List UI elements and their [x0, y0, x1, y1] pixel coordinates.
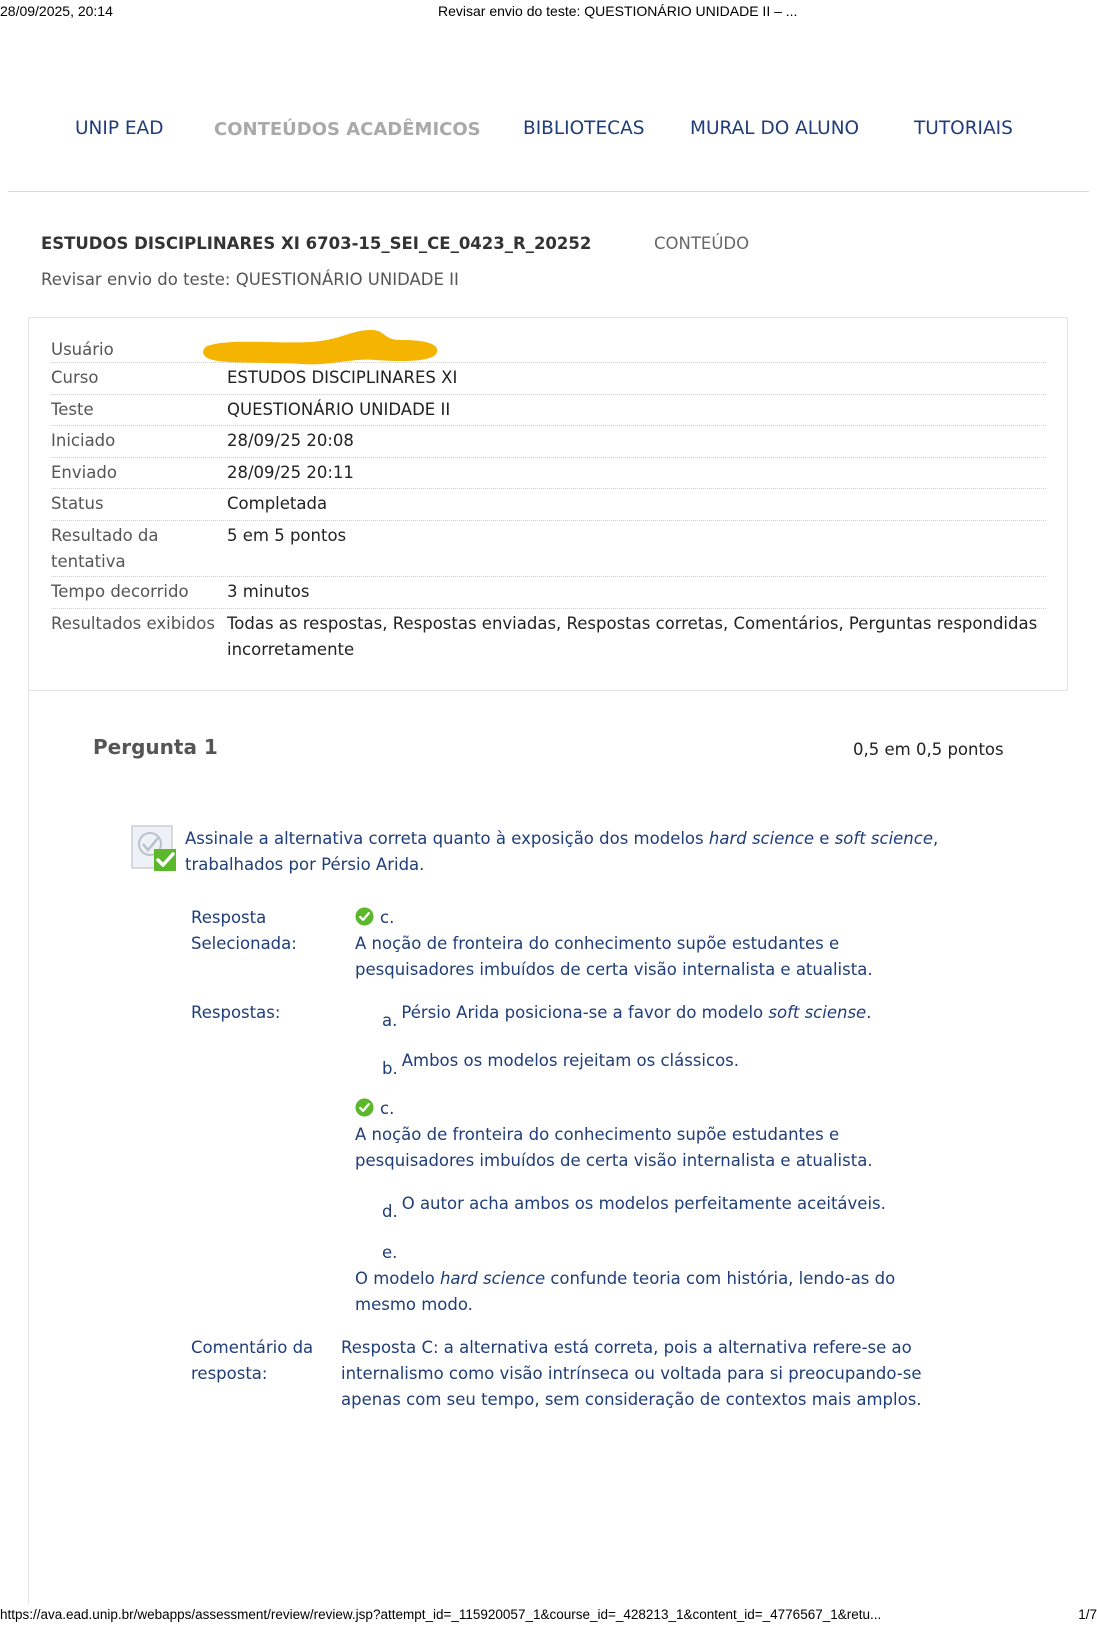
- summary-value: 3 minutos: [227, 582, 310, 601]
- selected-answer: c. A noção de fronteira do conhecimento supõe estudantes e pesquisadores imbuídos de certa visão internalista e atualista.: [355, 908, 873, 979]
- answer-option-b: b. Ambos os modelos rejeitam os clássicos.: [382, 1051, 740, 1078]
- answer-option-d: d. O autor acha ambos os modelos perfeitamente aceitáveis.: [382, 1194, 886, 1221]
- course-title[interactable]: ESTUDOS DISCIPLINARES XI 6703-15_SEI_CE_0423_R_20252: [41, 234, 592, 253]
- summary-value: Todas as respostas, Respostas enviadas, Respostas corretas, Comentários, Perguntas respondidas incorretamente: [227, 614, 1038, 659]
- attempt-summary: [28, 317, 1068, 691]
- summary-value: Completada: [227, 494, 328, 513]
- summary-label: Status: [51, 494, 104, 513]
- content-border: [28, 691, 29, 1603]
- summary-row-status: [51, 488, 1046, 521]
- summary-row-enviado: [51, 457, 1046, 489]
- answers-label: Respostas:: [191, 1003, 281, 1022]
- print-page-title: Revisar envio do teste: QUESTIONÁRIO UNIDADE II – ...: [438, 3, 798, 19]
- answer-option-a: a. Pérsio Arida posiciona-se a favor do modelo soft sciense.: [382, 1003, 872, 1030]
- nav-tutoriais[interactable]: TUTORIAIS: [914, 118, 1013, 139]
- summary-value: 5 em 5 pontos: [227, 526, 347, 545]
- nav-conteudos-academicos[interactable]: CONTEÚDOS ACADÊMICOS: [214, 119, 481, 140]
- top-navigation: [0, 118, 1097, 148]
- selected-answer-text: A noção de fronteira do conhecimento supõe estudantes e pesquisadores imbuídos de certa visão internalista e atualista.: [355, 934, 873, 979]
- question-points: 0,5 em 0,5 pontos: [853, 740, 1004, 759]
- summary-row-resultados-exibidos: [51, 608, 1046, 666]
- summary-value: ESTUDOS DISCIPLINARES XI: [227, 368, 458, 387]
- print-datetime: 28/09/2025, 20:14: [0, 3, 113, 19]
- summary-label: Teste: [51, 400, 94, 419]
- correct-check-icon: [355, 1098, 374, 1117]
- summary-label: Tempo decorrido: [51, 582, 189, 601]
- question-text: Assinale a alternativa correta quanto à exposição dos modelos hard science e soft science, trabalhados por Pérsio Arida.: [185, 829, 939, 874]
- summary-value: 28/09/25 20:08: [227, 431, 354, 450]
- summary-label: Iniciado: [51, 431, 116, 450]
- summary-label: Enviado: [51, 463, 117, 482]
- nav-unip-ead[interactable]: UNIP EAD: [75, 118, 164, 139]
- summary-value: QUESTIONÁRIO UNIDADE II: [227, 400, 451, 419]
- correct-check-icon: [355, 907, 374, 926]
- summary-row-resultado: [51, 520, 1046, 577]
- summary-label: Usuário: [51, 340, 114, 359]
- question-status-icon: [130, 824, 178, 874]
- summary-row-teste: [51, 394, 1046, 426]
- print-url: https://ava.ead.unip.br/webapps/assessment/review/review.jsp?attempt_id=_115920057_1&course_id=_428213_1&content_id=_4776567_1&retu...: [0, 1607, 882, 1622]
- question-title: Pergunta 1: [93, 735, 218, 759]
- summary-label: Resultado da tentativa: [51, 526, 159, 571]
- breadcrumb: Revisar envio do teste: QUESTIONÁRIO UNIDADE II: [41, 270, 459, 289]
- summary-row-usuario: [51, 332, 1046, 363]
- comment-label: Comentário da resposta:: [191, 1338, 314, 1383]
- summary-row-curso: [51, 362, 1046, 395]
- nav-mural-do-aluno[interactable]: MURAL DO ALUNO: [690, 118, 860, 139]
- answer-option-c: c. A noção de fronteira do conhecimento supõe estudantes e pesquisadores imbuídos de certa visão internalista e atualista.: [355, 1099, 873, 1170]
- comment-text: Resposta C: a alternativa está correta, pois a alternativa refere-se ao internalismo como visão intrínseca ou voltada para si preocupando-se apenas com seu tempo, sem consideração de contextos mais amplos.: [341, 1338, 922, 1409]
- print-page-number: 1/7: [1078, 1607, 1097, 1622]
- summary-value: 28/09/25 20:11: [227, 463, 354, 482]
- summary-label: Curso: [51, 368, 99, 387]
- selected-answer-label: Resposta Selecionada:: [191, 908, 297, 953]
- answer-option-e: e. O modelo hard science confunde teoria com história, lendo-as do mesmo modo.: [355, 1243, 896, 1314]
- course-content-link[interactable]: CONTEÚDO: [654, 234, 750, 253]
- summary-row-iniciado: [51, 425, 1046, 458]
- summary-label: Resultados exibidos: [51, 614, 215, 633]
- summary-row-tempo: [51, 576, 1046, 609]
- nav-divider: [8, 191, 1089, 192]
- nav-bibliotecas[interactable]: BIBLIOTECAS: [523, 118, 645, 139]
